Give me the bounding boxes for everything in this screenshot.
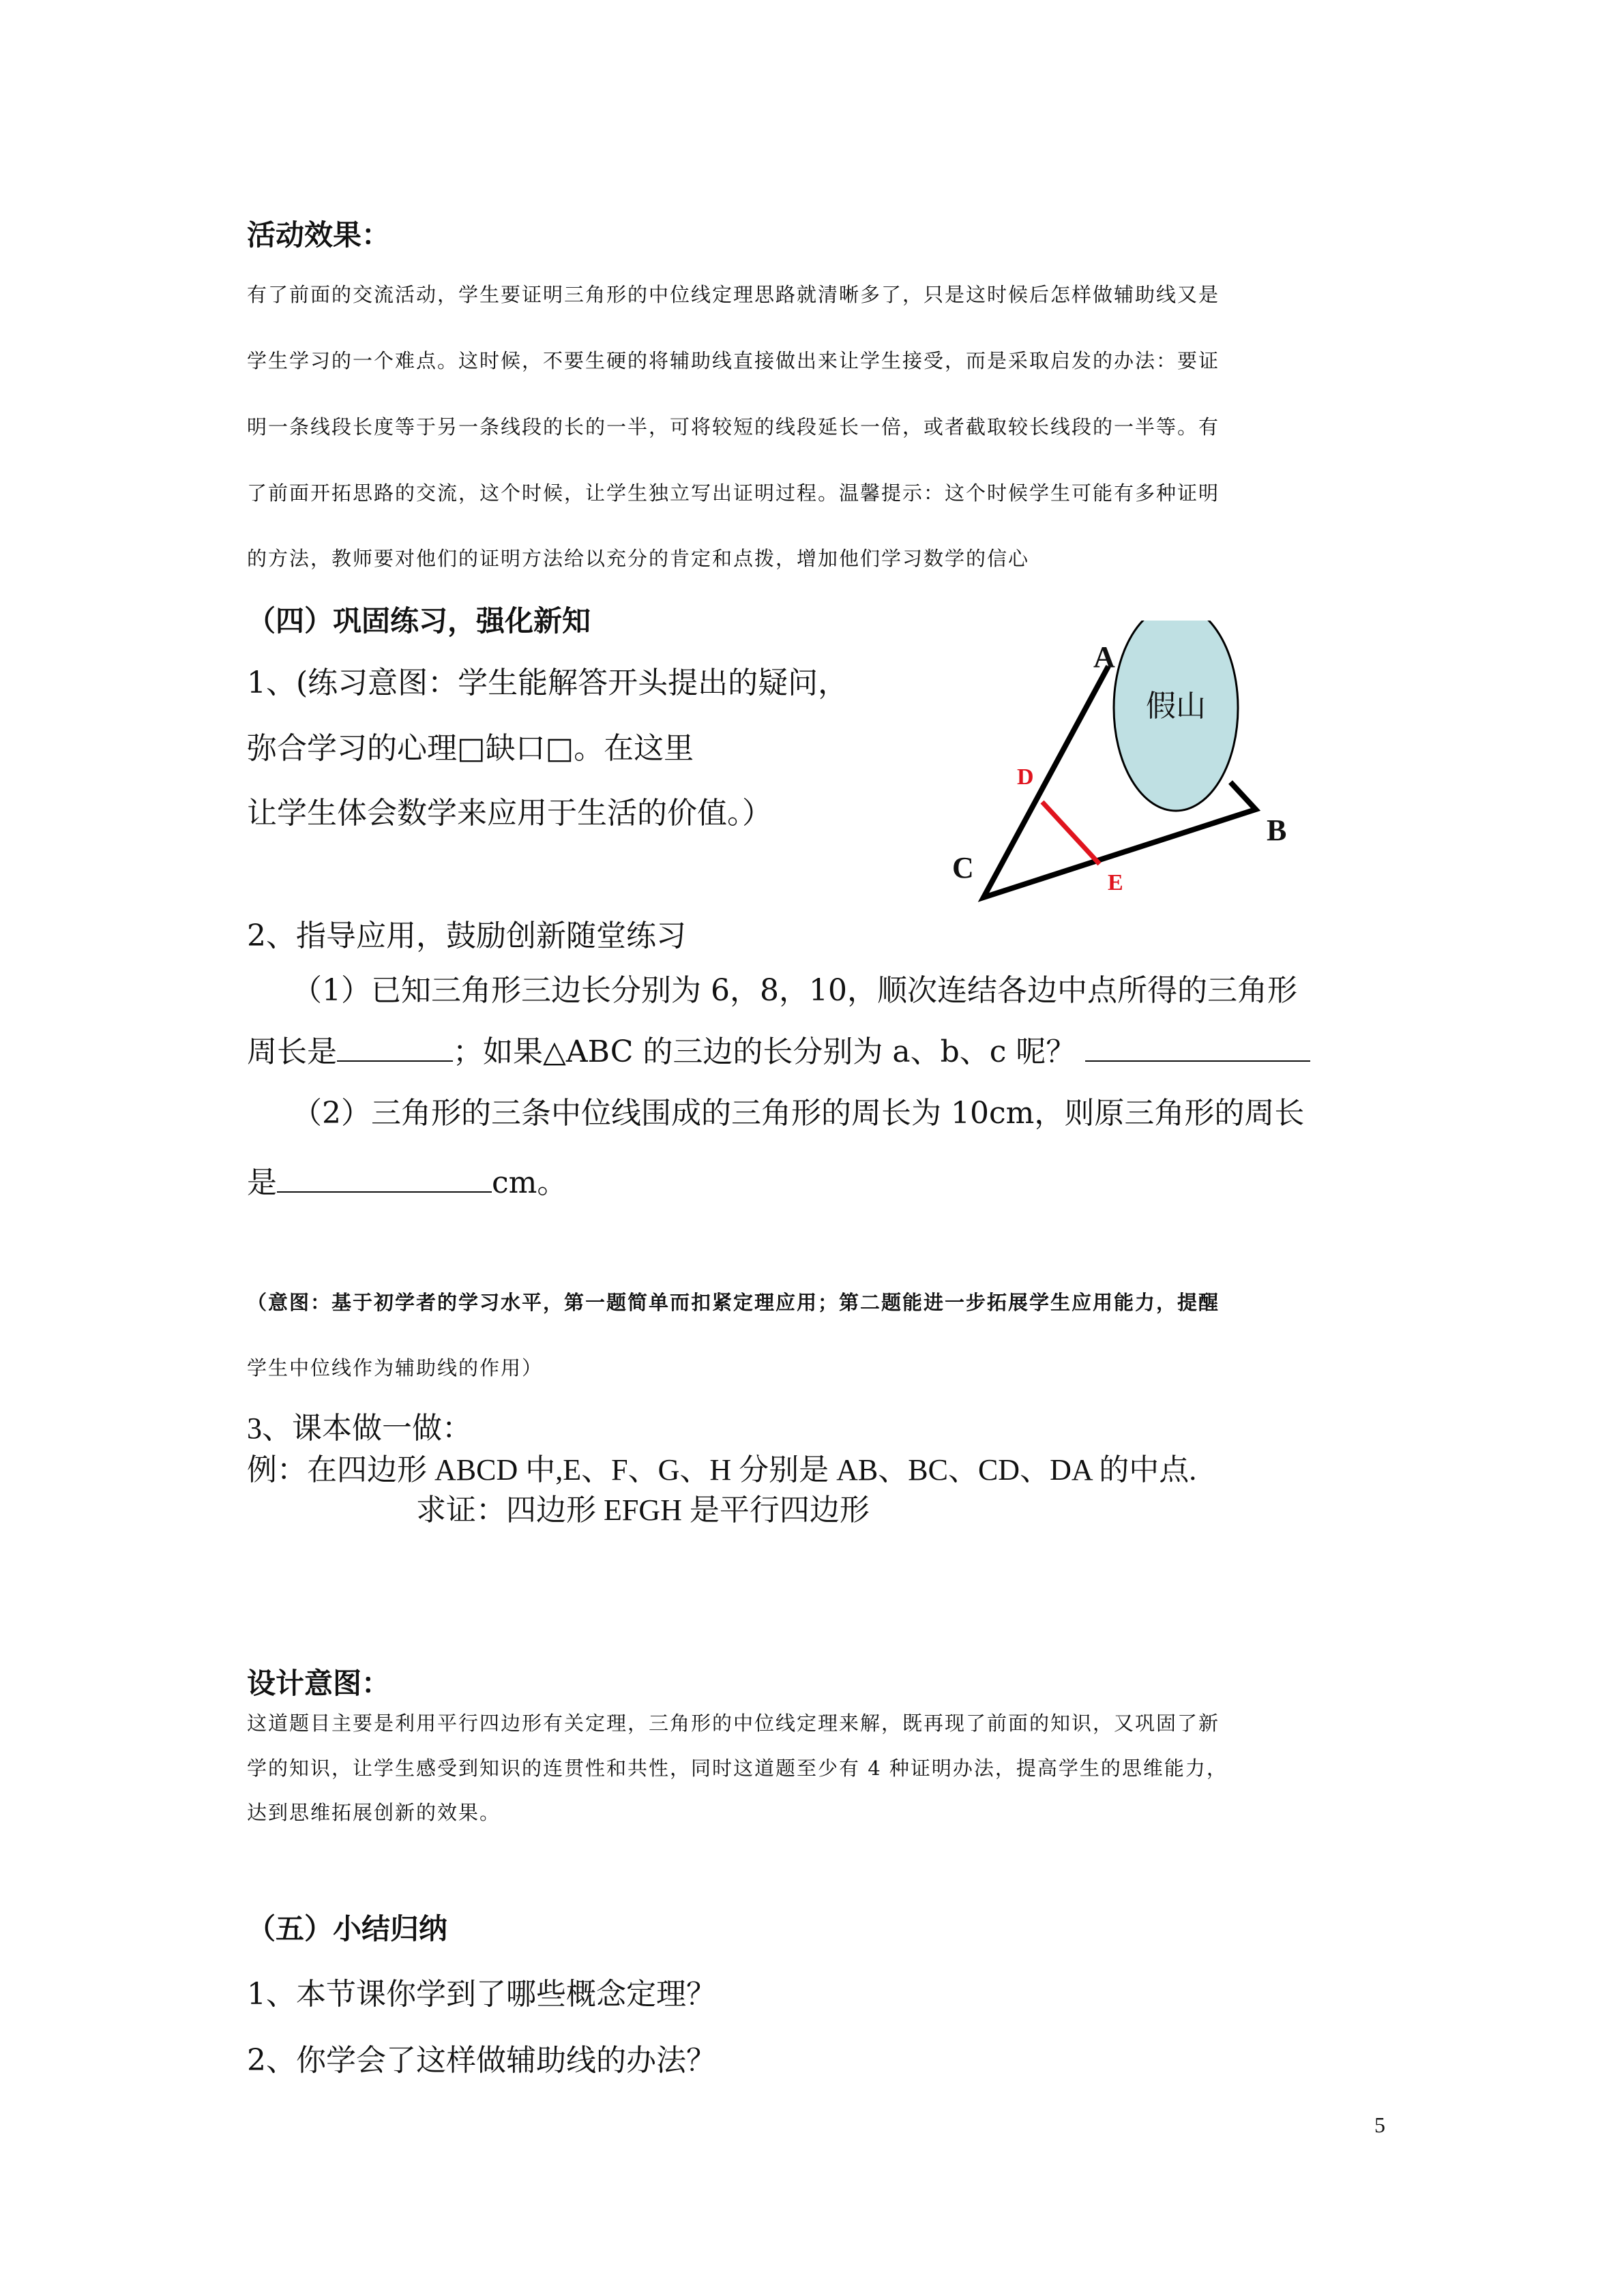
q2-unit: cm。 <box>492 1165 567 1200</box>
item2-title: 2、指导应用，鼓励创新随堂练习 <box>247 919 686 953</box>
item2-q1-line-2 <box>247 1027 1310 1071</box>
item3-prove: 求证：四边形 EFGH 是平行四边形 <box>416 1493 870 1527</box>
summary-question-2: 2、你学会了这样做辅助线的办法？ <box>247 2043 716 2078</box>
page-number: 5 <box>1374 2113 1385 2137</box>
triangle-figure <box>928 621 1310 907</box>
effect-line-3: 明一条线段长度等于另一条线段的长的一半，可将较短的线段延长一倍，或者截取较长线段的一半等。有 <box>247 415 1220 438</box>
q1-answer-blank[interactable] <box>337 1030 453 1062</box>
item2-q2-line-2 <box>247 1158 567 1202</box>
vertex-label-b: B <box>1267 814 1287 847</box>
design-title: 设计意图： <box>247 1667 391 1700</box>
q1-extended-answer-blank[interactable] <box>1085 1030 1310 1062</box>
q2-prefix: 是 <box>247 1165 277 1200</box>
effect-line-4: 了前面开拓思路的交流，这个时候，让学生独立写出证明过程。温馨提示：这个时候学生可能有多种证明 <box>247 481 1220 505</box>
item3-title: 3、课本做一做： <box>247 1412 472 1445</box>
rockery-label: 假山 <box>1146 689 1206 724</box>
effect-title: 活动效果： <box>247 218 391 252</box>
q2-answer-blank[interactable] <box>277 1161 492 1193</box>
design-line-3: 达到思维拓展创新的效果。 <box>247 1801 501 1824</box>
section4-title: （四）巩固练习，强化新知 <box>247 604 591 638</box>
design-line-2: 学的知识，让学生感受到知识的连贯性和共性，同时这道题至少有 4 种证明办法，提高学生的思维能力， <box>247 1757 1228 1780</box>
item1-line-3: 让学生体会数学来应用于生活的价值。） <box>247 796 772 831</box>
item1-line-2: 弥合学习的心理□缺口□。在这里 <box>247 731 694 766</box>
q1-prefix: 周长是 <box>247 1034 337 1069</box>
item2-q2-line-1: （2）三角形的三条中位线围成的三角形的周长为 10cm，则原三角形的周长 <box>292 1096 1305 1131</box>
item3-example: 例：在四边形 ABCD 中,E、F、G、H 分别是 AB、BC、CD、DA 的中点. <box>247 1453 1197 1487</box>
effect-line-2: 学生学习的一个难点。这时候，不要生硬的将辅助线直接做出来让学生接受，而是采取启发的办法：要证 <box>247 349 1220 372</box>
midline-de <box>1042 802 1099 864</box>
summary-question-1: 1、本节课你学到了哪些概念定理？ <box>247 1977 716 2012</box>
section5-title: （五）小结归纳 <box>247 1912 448 1945</box>
intent-line-1: （意图：基于初学者的学习水平，第一题简单而扣紧定理应用；第二题能进一步拓展学生应用能力，提醒 <box>247 1291 1220 1314</box>
intent-line-2: 学生中位线作为辅助线的作用） <box>247 1356 544 1380</box>
point-label-e: E <box>1108 870 1123 895</box>
item1-line-1: 1、(练习意图：学生能解答开头提出的疑问， <box>247 666 848 700</box>
vertex-label-c: C <box>952 851 974 884</box>
q1-question: ；如果△ABC 的三边的长分别为 a、b、c 呢？ <box>453 1034 1076 1069</box>
item2-q1-line-1: （1）已知三角形三边长分别为 6，8，10，顺次连结各边中点所得的三角形 <box>292 973 1297 1008</box>
point-label-d: D <box>1017 764 1034 790</box>
effect-line-5: 的方法，教师要对他们的证明方法给以充分的肯定和点拨，增加他们学习数学的信心 <box>247 547 1030 570</box>
vertex-label-a: A <box>1093 640 1115 674</box>
design-line-1: 这道题目主要是利用平行四边形有关定理，三角形的中位线定理来解，既再现了前面的知识，又巩固了新 <box>247 1712 1220 1735</box>
effect-line-1: 有了前面的交流活动，学生要证明三角形的中位线定理思路就清晰多了，只是这时候后怎样做辅助线又是 <box>247 283 1220 306</box>
